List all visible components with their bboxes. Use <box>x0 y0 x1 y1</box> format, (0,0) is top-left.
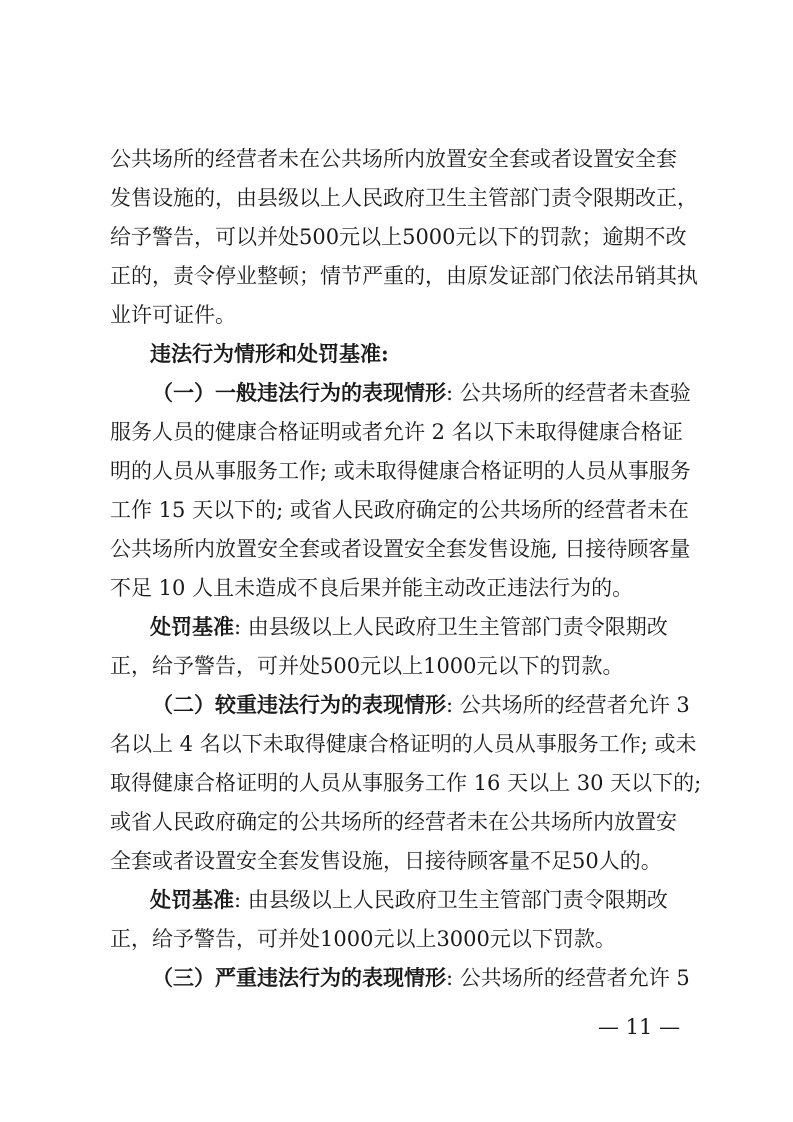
paragraph-line: 明的人员从事服务工作; 或未取得健康合格证明的人员从事服务 <box>110 459 691 483</box>
penalty-label: 处罚基准 <box>150 614 234 639</box>
paragraph-line: 工作 15 天以下的; 或省人民政府确定的公共场所的经营者未在 <box>110 498 689 522</box>
grave-first-text: : 公共场所的经营者允许 5 <box>446 966 690 990</box>
penalty-text: : 由县级以上人民政府卫生主管部门责令限期改 <box>234 888 668 912</box>
serious-label: （二）较重违法行为的表现情形 <box>152 692 446 717</box>
penalty-text: : 由县级以上人民政府卫生主管部门责令限期改 <box>234 615 668 639</box>
general-penalty-line <box>150 614 668 640</box>
paragraph-line: 正的，责令停业整顿；情节严重的，由原发证部门依法吊销其执 <box>110 264 698 288</box>
paragraph-line: 全套或者设置安全套发售设施，日接待顾客量不足50人的。 <box>110 849 662 873</box>
section-heading: 违法行为情形和处罚基准: <box>150 341 389 366</box>
paragraph-line: 不足 10 人且未造成不良后果并能主动改正违法行为的。 <box>110 576 634 600</box>
paragraph-line: 取得健康合格证明的人员从事服务工作 16 天以上 30 天以下的; <box>110 771 702 795</box>
serious-first-line <box>152 692 690 718</box>
grave-first-line <box>152 965 690 991</box>
paragraph-line: 业许可证件。 <box>110 303 236 327</box>
paragraph-line: 给予警告，可以并处500元以上5000元以下的罚款；逾期不改 <box>110 225 687 249</box>
paragraph-line: 服务人员的健康合格证明或者允许 2 名以下未取得健康合格证 <box>110 420 683 444</box>
general-first-line <box>152 380 691 406</box>
general-label: （一）一般违法行为的表现情形 <box>152 380 446 405</box>
general-first-text: : 公共场所的经营者未查验 <box>446 381 691 405</box>
paragraph-line: 公共场所内放置安全套或者设置安全套发售设施, 日接待顾客量 <box>110 537 691 561</box>
penalty-label: 处罚基准 <box>150 887 234 912</box>
paragraph-line: 正，给予警告，可并处1000元以上3000元以下罚款。 <box>110 927 616 951</box>
paragraph-line: 或省人民政府确定的公共场所的经营者未在公共场所内放置安 <box>110 810 677 834</box>
paragraph-line: 公共场所的经营者未在公共场所内放置安全套或者设置安全套 <box>110 147 677 171</box>
grave-label: （三）严重违法行为的表现情形 <box>152 965 446 990</box>
serious-first-text: : 公共场所的经营者允许 3 <box>446 693 690 717</box>
paragraph-line: 正，给予警告，可并处500元以上1000元以下的罚款。 <box>110 654 624 678</box>
serious-penalty-line <box>150 887 668 913</box>
paragraph-line: 名以上 4 名以下未取得健康合格证明的人员从事服务工作; 或未 <box>110 732 697 756</box>
paragraph-line: 发售设施的，由县级以上人民政府卫生主管部门责令限期改正， <box>110 186 698 210</box>
page-number: — 11 — <box>598 1015 681 1039</box>
